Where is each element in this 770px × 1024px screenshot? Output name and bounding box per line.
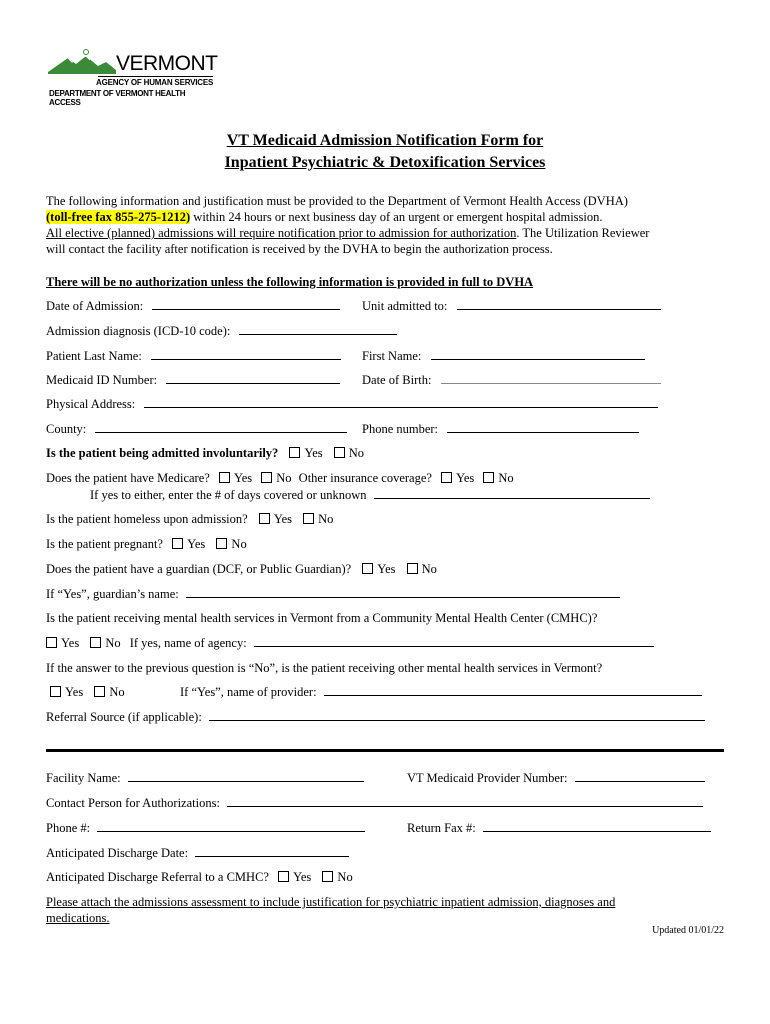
phone2-field[interactable] [97, 820, 365, 832]
involuntary-yes-checkbox[interactable] [289, 447, 300, 458]
intro-text-3: will contact the facility after notification is received by the DVHA to begin the authorization process. [46, 242, 553, 256]
row-diagnosis [46, 323, 397, 339]
updated-date: Updated 01/01/22 [652, 925, 724, 936]
medicare-yes-checkbox[interactable] [219, 472, 230, 483]
intro-text-1: The following information and justification must be provided to the Department of Vermont Health Access (DVHA) [46, 194, 628, 208]
medicare-yes-label: Yes [233, 471, 253, 485]
row-phone [362, 421, 639, 437]
address-label: Physical Address: [46, 397, 136, 411]
days-covered-label: If yes to either, enter the # of days covered or unknown [90, 488, 367, 502]
row-facility [46, 770, 364, 786]
pregnant-yes-label: Yes [187, 537, 206, 551]
row-phone2 [46, 820, 365, 836]
first-name-label: First Name: [362, 349, 422, 363]
attach-instruction-line2: medications. [46, 911, 110, 925]
vermont-logo [46, 48, 218, 107]
homeless-no-checkbox[interactable] [303, 513, 314, 524]
logo-department: DEPARTMENT OF VERMONT HEALTH ACCESS [49, 89, 186, 107]
homeless-label: Is the patient homeless upon admission? [46, 512, 248, 526]
cmhc-yes-checkbox[interactable] [46, 637, 57, 648]
intro-paragraph [46, 193, 736, 257]
row-medicare [46, 470, 514, 486]
other-mh-question: If the answer to the previous question is “No”, is the patient receiving other mental health services in Vermont? [46, 661, 603, 675]
guardian-yes-label: Yes [377, 562, 396, 576]
last-name-field[interactable] [151, 348, 341, 360]
attach-instruction-line1: Please attach the admissions assessment to include justification for psychiatric inpatient admission, diagnoses and [46, 895, 616, 909]
dob-label: Date of Birth: [362, 373, 432, 387]
date-of-admission-label: Date of Admission: [46, 299, 144, 313]
county-label: County: [46, 422, 87, 436]
facility-label: Facility Name: [46, 771, 121, 785]
contact-label: Contact Person for Authorizations: [46, 796, 220, 810]
guardian-label: Does the patient have a guardian (DCF, or Public Guardian)? [46, 562, 352, 576]
unit-admitted-field[interactable] [457, 298, 661, 310]
involuntary-no-checkbox[interactable] [334, 447, 345, 458]
row-last-name [46, 348, 341, 364]
logo-agency: AGENCY OF HUMAN SERVICES [96, 78, 214, 87]
first-name-field[interactable] [431, 348, 645, 360]
fax-number-highlight: (toll-free fax 855-275-1212) [46, 210, 191, 224]
involuntary-no-label: No [348, 446, 365, 460]
dob-field[interactable] [441, 372, 661, 384]
guardian-yes-checkbox[interactable] [362, 563, 373, 574]
other-insurance-label: Other insurance coverage? [298, 471, 432, 485]
form-title-line2: Inpatient Psychiatric & Detoxification Services [224, 154, 546, 171]
homeless-yes-label: Yes [273, 512, 293, 526]
discharge-cmhc-label: Anticipated Discharge Referral to a CMHC? [46, 870, 269, 884]
pregnant-yes-checkbox[interactable] [172, 538, 183, 549]
address-field[interactable] [144, 396, 658, 408]
other-mh-yes-checkbox[interactable] [50, 686, 61, 697]
cmhc-question: Is the patient receiving mental health services in Vermont from a Community Mental Health Center (CMHC)? [46, 611, 598, 625]
row-medicaid [46, 372, 340, 388]
other-mh-no-label: No [109, 685, 125, 699]
facility-field[interactable] [128, 770, 364, 782]
cmhc-yes-label: Yes [61, 636, 80, 650]
involuntary-label: Is the patient being admitted involuntarily? [46, 446, 279, 460]
phone-field[interactable] [447, 421, 639, 433]
pregnant-no-checkbox[interactable] [216, 538, 227, 549]
contact-field[interactable] [227, 795, 703, 807]
form-title-line1: VT Medicaid Admission Notification Form for [226, 132, 544, 149]
discharge-cmhc-no-label: No [337, 870, 353, 884]
return-fax-label: Return Fax #: [407, 821, 476, 835]
intro-text-1b: within 24 hours or next business day of an urgent or emergent hospital admission. [190, 210, 603, 224]
county-field[interactable] [95, 421, 347, 433]
other-mh-no-checkbox[interactable] [94, 686, 105, 697]
intro-elective-notice: All elective (planned) admissions will require notification prior to admission for authorization [46, 226, 517, 240]
discharge-cmhc-yes-label: Yes [293, 870, 312, 884]
phone-label: Phone number: [362, 422, 439, 436]
phone2-label: Phone #: [46, 821, 91, 835]
admission-diagnosis-label: Admission diagnosis (ICD-10 code): [46, 324, 231, 338]
row-county [46, 421, 347, 437]
provider-name-field[interactable] [324, 684, 702, 696]
guardian-name-label: If “Yes”, guardian’s name: [46, 587, 179, 601]
other-mh-yes-label: Yes [65, 685, 84, 699]
discharge-cmhc-no-checkbox[interactable] [322, 871, 333, 882]
row-pregnant [46, 536, 247, 552]
homeless-yes-checkbox[interactable] [259, 513, 270, 524]
authorization-notice: There will be no authorization unless the following information is provided in full to DVHA [46, 275, 534, 289]
last-name-label: Patient Last Name: [46, 349, 142, 363]
row-discharge-cmhc [46, 869, 353, 885]
intro-text-2b: . The Utilization Reviewer [516, 226, 650, 240]
section-divider [46, 749, 724, 752]
discharge-cmhc-yes-checkbox[interactable] [278, 871, 289, 882]
provider-name-label: If “Yes”, name of provider: [180, 685, 317, 699]
mountain-logo-icon [46, 48, 118, 78]
guardian-no-checkbox[interactable] [407, 563, 418, 574]
other-ins-yes-checkbox[interactable] [441, 472, 452, 483]
return-fax-field[interactable] [483, 820, 711, 832]
unit-admitted-label: Unit admitted to: [362, 299, 448, 313]
discharge-date-field[interactable] [195, 845, 349, 857]
row-guardian [46, 561, 437, 577]
medicare-no-checkbox[interactable] [261, 472, 272, 483]
pregnant-no-label: No [231, 537, 247, 551]
row-unit [362, 298, 661, 314]
guardian-name-field[interactable] [186, 586, 620, 598]
row-homeless [46, 511, 333, 527]
row-return-fax [407, 820, 711, 836]
row-other-mh-question [46, 660, 602, 676]
row-cmhc-answer [46, 635, 654, 651]
row-cmhc-question [46, 610, 597, 626]
other-ins-yes-label: Yes [456, 471, 475, 485]
other-ins-no-checkbox[interactable] [483, 472, 494, 483]
row-discharge-date [46, 845, 349, 861]
medicaid-id-field[interactable] [166, 372, 340, 384]
agency-name-field[interactable] [254, 635, 654, 647]
logo-state-name: VERMONT [116, 52, 218, 75]
row-admission [46, 298, 340, 314]
medicare-no-label: No [276, 471, 292, 485]
date-of-admission-field[interactable] [152, 298, 340, 310]
guardian-no-label: No [421, 562, 437, 576]
cmhc-no-checkbox[interactable] [90, 637, 101, 648]
logo-rule [98, 76, 213, 77]
cmhc-no-label: No [105, 636, 121, 650]
medicaid-id-label: Medicaid ID Number: [46, 373, 158, 387]
medicare-label: Does the patient have Medicare? [46, 471, 210, 485]
row-provider-number [407, 770, 705, 786]
provider-number-label: VT Medicaid Provider Number: [407, 771, 568, 785]
row-dob [362, 372, 661, 388]
referral-field[interactable] [209, 709, 705, 721]
row-contact [46, 795, 703, 811]
discharge-date-label: Anticipated Discharge Date: [46, 846, 189, 860]
agency-name-label: If yes, name of agency: [129, 636, 247, 650]
referral-label: Referral Source (if applicable): [46, 710, 202, 724]
row-provider-name [180, 684, 702, 700]
admission-diagnosis-field[interactable] [239, 323, 397, 335]
row-address [46, 396, 658, 412]
other-ins-no-label: No [498, 471, 514, 485]
row-involuntary [46, 445, 364, 461]
row-days-covered [90, 487, 650, 503]
homeless-no-label: No [318, 512, 334, 526]
days-covered-field[interactable] [374, 487, 650, 499]
pregnant-label: Is the patient pregnant? [46, 537, 163, 551]
row-guardian-name [46, 586, 620, 602]
involuntary-yes-label: Yes [304, 446, 323, 460]
row-first-name [362, 348, 645, 364]
row-other-mh-answer [50, 684, 125, 700]
provider-number-field[interactable] [575, 770, 705, 782]
row-referral [46, 709, 705, 725]
